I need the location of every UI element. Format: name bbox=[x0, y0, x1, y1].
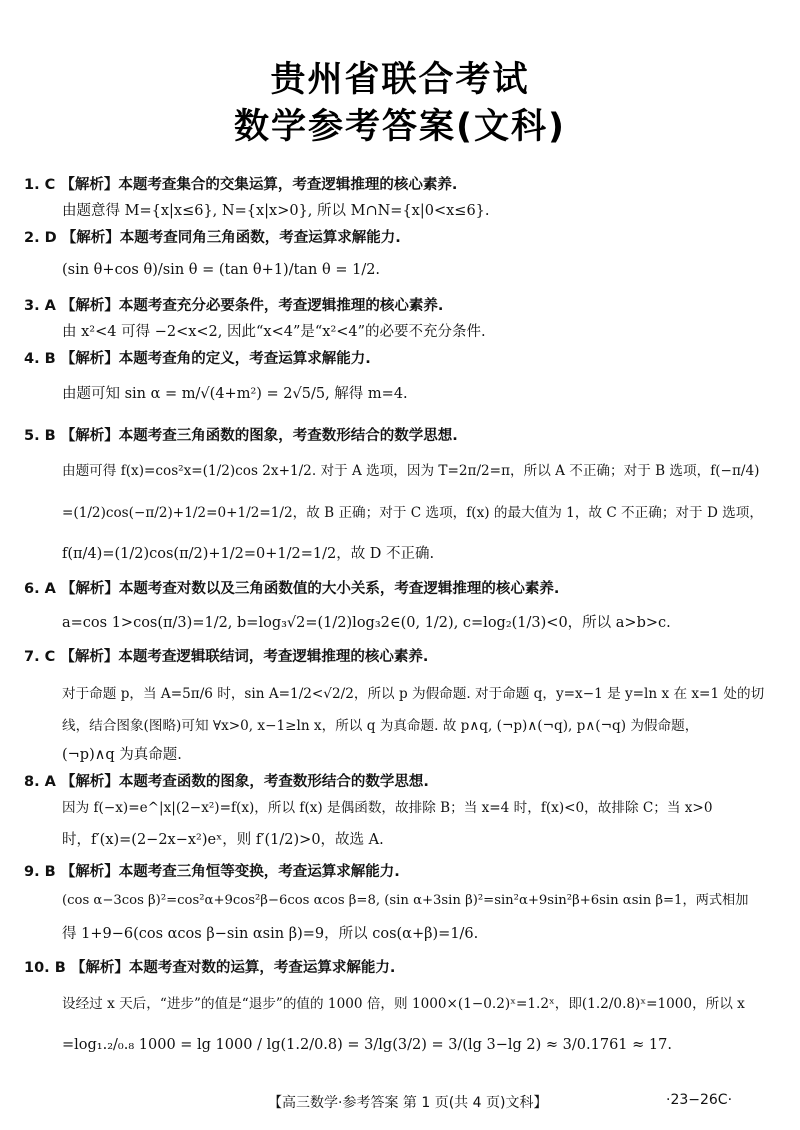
question-5-head: 5. B 【解析】本题考查三角函数的图象，考查数形结合的数学思想. bbox=[24, 428, 458, 444]
question-5-line-2: =(1/2)cos(−π/2)+1/2=0+1/2=1/2，故 B 正确；对于 C 选项，f(x) 的最大值为 1，故 C 不正确；对于 D 选项， bbox=[62, 505, 763, 521]
question-2-head: 2. D 【解析】本题考查同角三角函数，考查运算求解能力. bbox=[24, 230, 401, 246]
question-9-head: 9. B 【解析】本题考查三角恒等变换，考查运算求解能力. bbox=[24, 864, 400, 880]
question-7-line-2: 线，结合图象(图略)可知 ∀x>0, x−1≥ln x，所以 q 为真命题. 故 p∧q, (¬p)∧(¬q), p∧(¬q) 为假命题， bbox=[62, 718, 699, 734]
question-9-line-2: 得 1+9−6(cos αcos β−sin αsin β)=9，所以 cos(α+β)=1/6. bbox=[62, 926, 479, 942]
question-10-line-1: 设经过 x 天后，“进步”的值是“退步”的值的 1000 倍，则 1000×(1−0.2)ˣ=1.2ˣ，即(1.2/0.8)ˣ=1000，所以 x bbox=[62, 996, 745, 1012]
question-10-line-2: =log₁.₂/₀.₈ 1000 = lg 1000 / lg(1.2/0.8) = 3/lg(3/2) = 3/(lg 3−lg 2) ≈ 3/0.1761 ≈ 17. bbox=[62, 1037, 672, 1053]
question-8-head: 8. A 【解析】本题考查函数的图象，考查数形结合的数学思想. bbox=[24, 774, 429, 790]
question-2-line-1: (sin θ+cos θ)/sin θ = (tan θ+1)/tan θ = 1/2. bbox=[62, 262, 381, 278]
title-line2: 数学参考答案(文科) bbox=[234, 107, 566, 147]
question-5-line-3: f(π/4)=(1/2)cos(π/2)+1/2=0+1/2=1/2，故 D 不正确. bbox=[62, 546, 435, 562]
page-footer: 【高三数学·参考答案 第 1 页(共 4 页)文科】 bbox=[268, 1095, 548, 1111]
title-line1: 贵州省联合考试 bbox=[270, 60, 530, 100]
question-4-line-1: 由题可知 sin α = m/√(4+m²) = 2√5/5, 解得 m=4. bbox=[62, 386, 408, 402]
question-7-line-3: (¬p)∧q 为真命题. bbox=[62, 747, 182, 763]
question-3-head: 3. A 【解析】本题考查充分必要条件，考查逻辑推理的核心素养. bbox=[24, 298, 444, 314]
question-1-head: 1. C 【解析】本题考查集合的交集运算，考查逻辑推理的核心素养. bbox=[24, 177, 458, 193]
question-8-line-1: 因为 f(−x)=e^|x|(2−x²)=f(x)，所以 f(x) 是偶函数，故排除 B；当 x=4 时，f(x)<0，故排除 C；当 x>0 bbox=[62, 800, 713, 816]
question-9-line-1: (cos α−3cos β)²=cos²α+9cos²β−6cos αcos β=8, (sin α+3sin β)²=sin²α+9sin²β+6sin αsin β=1，两式相加 bbox=[62, 893, 749, 908]
question-5-line-1: 由题可得 f(x)=cos²x=(1/2)cos 2x+1/2. 对于 A 选项，因为 T=2π/2=π，所以 A 不正确；对于 B 选项，f(−π/4) bbox=[62, 463, 760, 479]
question-7-head: 7. C 【解析】本题考查逻辑联结词，考查逻辑推理的核心素养. bbox=[24, 649, 429, 665]
question-6-head: 6. A 【解析】本题考查对数以及三角函数值的大小关系，考查逻辑推理的核心素养. bbox=[24, 581, 560, 597]
question-10-head: 10. B 【解析】本题考查对数的运算，考查运算求解能力. bbox=[24, 960, 396, 976]
question-1-line-1: 由题意得 M={x|x≤6}, N={x|x>0}, 所以 M∩N={x|0<x≤6}. bbox=[62, 203, 490, 219]
question-8-line-2: 时，f′(x)=(2−2x−x²)eˣ，则 f′(1/2)>0，故选 A. bbox=[62, 832, 384, 848]
question-3-line-1: 由 x²<4 可得 −2<x<2, 因此“x<4”是“x²<4”的必要不充分条件. bbox=[62, 324, 486, 340]
question-6-line-1: a=cos 1>cos(π/3)=1/2, b=log₃√2=(1/2)log₃2∈(0, 1/2), c=log₂(1/3)<0，所以 a>b>c. bbox=[62, 615, 671, 631]
question-7-line-1: 对于命题 p，当 A=5π/6 时，sin A=1/2<√2/2，所以 p 为假命题. 对于命题 q，y=x−1 是 y=ln x 在 x=1 处的切 bbox=[62, 686, 765, 702]
question-4-head: 4. B 【解析】本题考查角的定义，考查运算求解能力. bbox=[24, 351, 371, 367]
page-code: ·23−26C· bbox=[666, 1092, 733, 1108]
